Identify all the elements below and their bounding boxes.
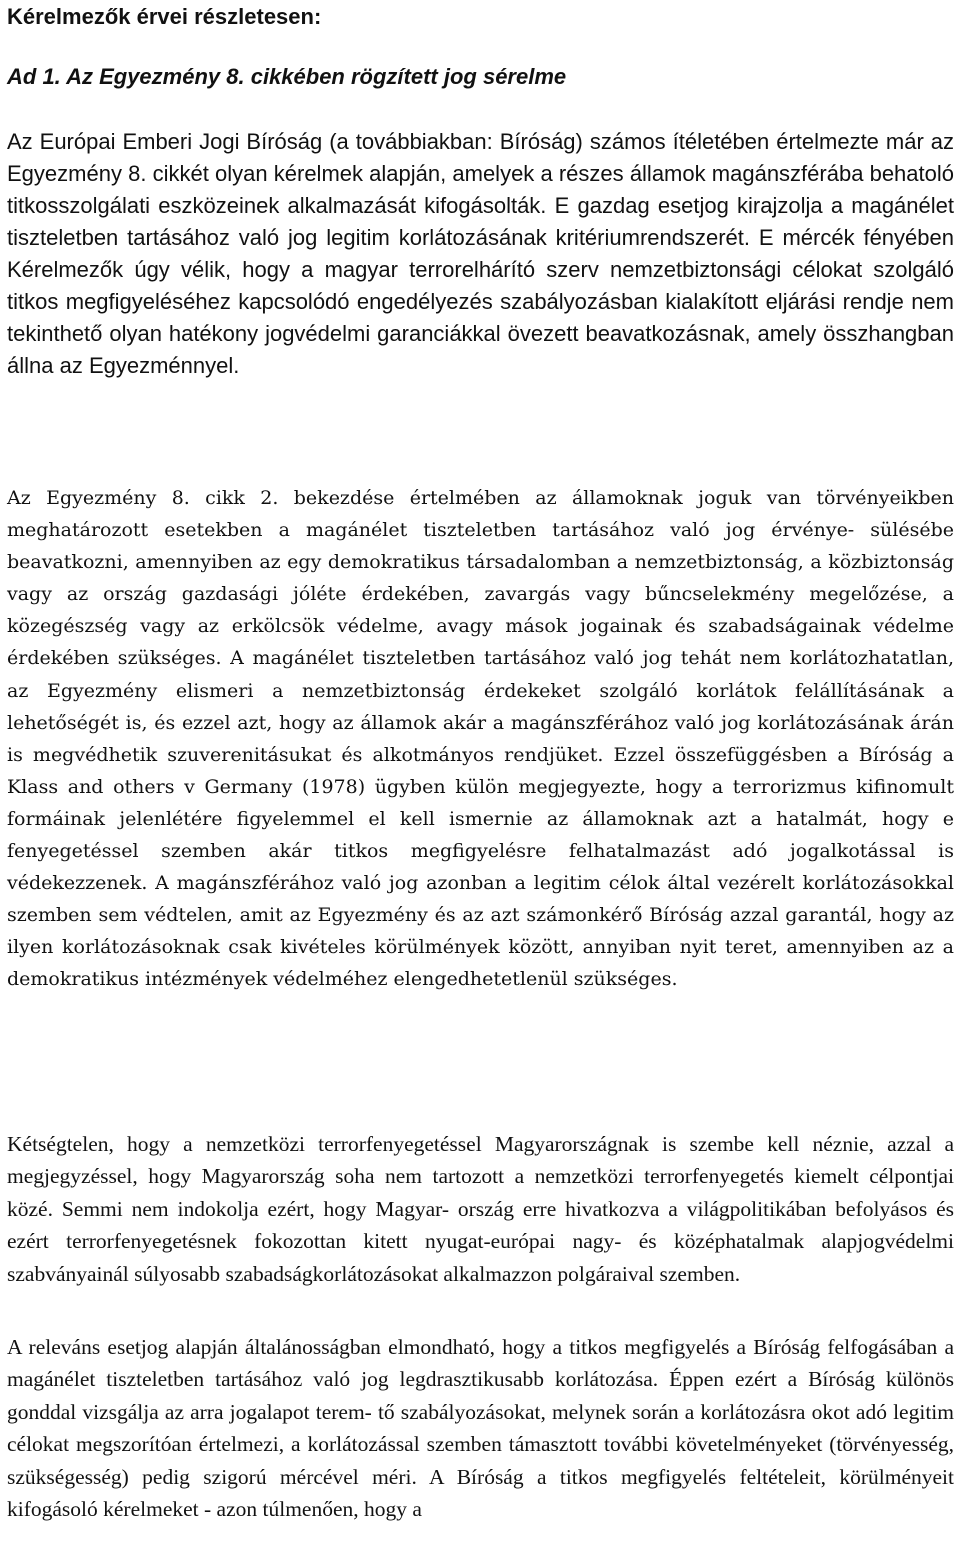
document-heading: Kérelmezők érvei részletesen: (7, 4, 322, 29)
section-title: Ad 1. Az Egyezmény 8. cikkében rögzített jog sérelme (7, 64, 567, 89)
paragraph: Az Európai Emberi Jogi Bíróság (a továbbiakban: Bíróság) számos ítéletében értelmezte már az Egyezmény 8. cikkét olyan kérelmek alapján, amelyek a részes államok magánszférába behatoló titkosszolgálati eszközeinek alkalmazását kifogásolták. E gazdag esetjog kirajzolja a magánélet tiszteletben tartásához való jog legitim korlátozásának kritériumrendszerét. E mércék fényében Kérelmezők úgy vélik, hogy a magyar terrorelhárító szerv nemzetbiztonsági célokat szolgáló titkos megfigyeléséhez kapcsolódó engedélyezés szabályozásban kialakított eljárási rendje nem tekinthető olyan hatékony jogvédelmi garanciákkal övezett beavatkozásnak, amely összhangban állna az Egyezménnyel. (7, 129, 954, 378)
paragraph: A releváns esetjog alapján általánosságban elmondható, hogy a titkos megfigyelés a Bíróság felfogásában a magánélet tiszteletben tartásához való jog legdrasztikusabb korlátozása. Éppen ezért a Bíróság különös gonddal vizsgálja az arra jogalapot terem- tő szabályozásokat, melynek során a korlátozásra okot adó legitim célokat megszorítóan értelmezi, a korlátozással szemben támasztott további követelményeket (törvényesség, szükségesség) pedig szigorú mércével méri. A Bíróság a titkos megfigyelés feltételeit, körülményeit kifogásoló kérelmeket - azon túlmenően, hogy a (7, 1335, 954, 1522)
paragraph: Kétségtelen, hogy a nemzetközi terrorfenyegetéssel Magyarországnak is szembe kell néznie, azzal a megjegyzéssel, hogy Magyarország soha nem tartozott a nemzetközi terrorfenyegetés kiemelt célpontjai közé. Semmi nem indokolja ezért, hogy Magyar- ország erre hivatkozva a világpolitikában befolyásos és ezért terrorfenyegetésnek fokozottan kitett nyugat-európai nagy- és középhatalmak alapjogvédelmi szabványainál súlyosabb szabadságkorlátozásokat alkalmazzon polgáraival szemben. (7, 1132, 954, 1286)
paragraph: Az Egyezmény 8. cikk 2. bekezdése értelmében az államoknak joguk van törvényeikben meghatározott esetekben a magánélet tiszteletben tartásához való jog érvénye- sülésébe beavatkozni, amennyiben az egy demokratikus társadalomban a nemzetbiztonság, a közbiztonság vagy az ország gazdasági jóléte érdekében, zavargás vagy bűncselekmény megelőzése, a közegészség vagy az erkölcsök védelme, avagy mások jogainak és szabadságainak védelme érdekében szükséges. A magánélet tiszteletben tartásához való jog tehát nem korlátozhatatlan, az Egyezmény elismeri a nemzetbiztonság érdekeket szolgáló korlátok felállításának a lehetőségét is, és ezzel azt, hogy az államok akár a magánszférához való jog korlátozásának árán is megvédhetik szuverenitásukat és alkotmányos rendjüket. Ezzel összefüggésben a Bíróság a Klass and others v Germany (1978) ügyben külön megjegyezte, hogy a terrorizmus kifinomult formáinak jelenlétére figyelemmel el kell ismernie az államoknak azt a hatalmát, hogy e fenyegetéssel szemben akár titkos megfigyelésre felhatalmazást adó jogalkotással is védekezzenek. A magánszférához való jog azonban a legitim célok által vezérelt korlátozásokkal szemben sem védtelen, amit az Egyezmény és az azt számonkérő Bíróság azzal garantál, hogy az ilyen korlátozásoknak csak kivételes körülmények között, annyiban nyit teret, amennyiben az a demokratikus intézmények védelméhez elengedhetetlenül szükséges. (7, 487, 954, 991)
